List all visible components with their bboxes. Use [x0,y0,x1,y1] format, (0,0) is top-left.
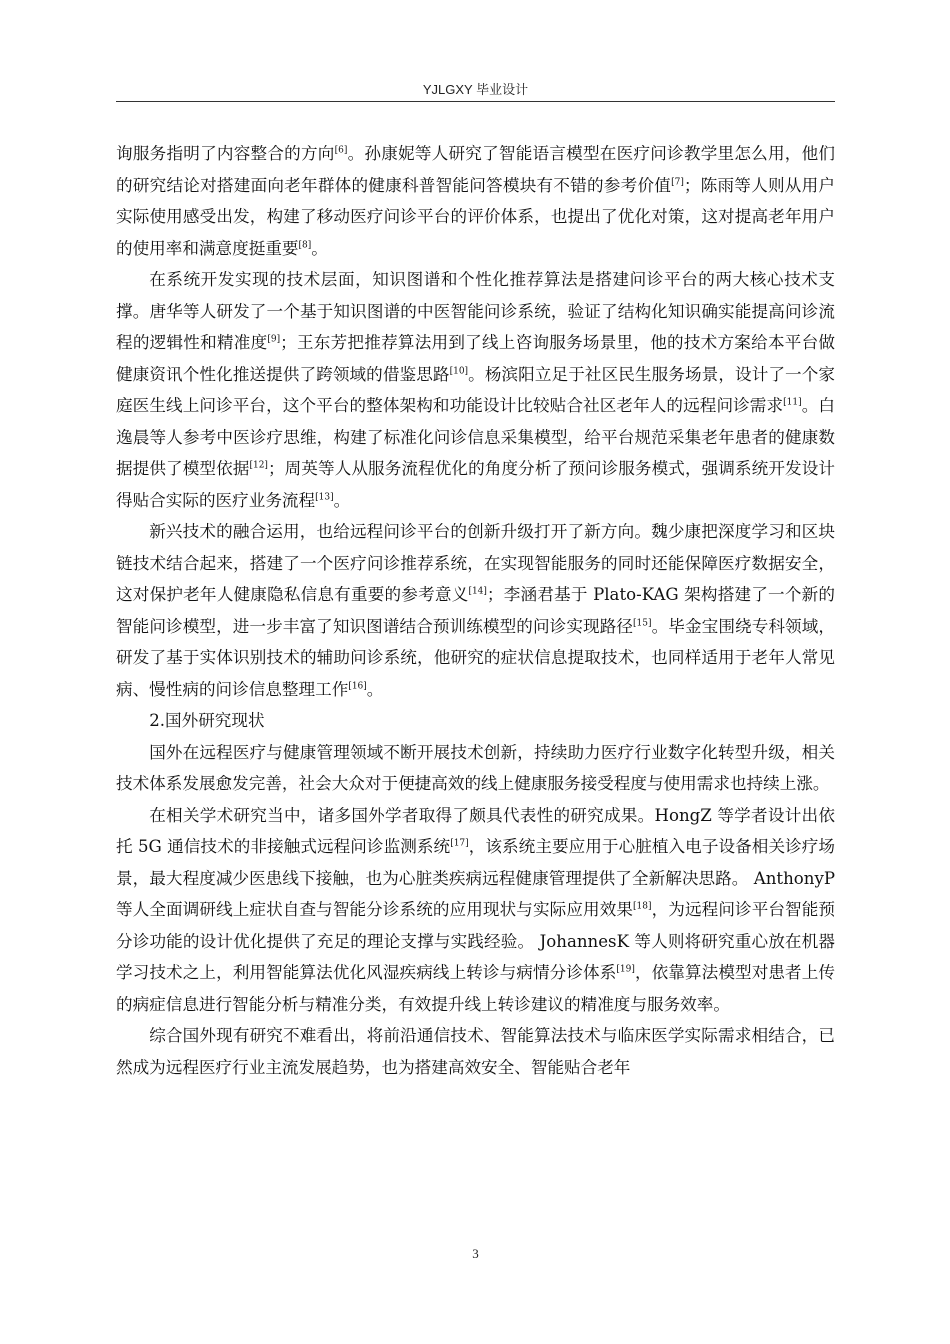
citation-marker: [16] [348,680,367,691]
citation-marker: [11] [783,397,802,408]
citation-marker: [13] [315,491,334,502]
citation-marker: [10] [449,365,469,376]
paragraph: 综合国外现有研究不难看出，将前沿通信技术、智能算法技术与临床医学实际需求相结合，已然成为远程医疗行业主流发展趋势，也为搭建高效安全、智能贴合老年 [116,1026,835,1077]
header-rule [116,101,835,102]
citation-marker: [9] [267,334,281,345]
paragraph: 新兴技术的融合运用，也给远程问诊平台的创新升级打开了新方向。魏少康把深度学习和区块链技术结合起来，搭建了一个医疗问诊推荐系统，在实现智能服务的同时还能保障医疗数据安全，这对保护老年人健康隐私信息有重要的参考意义[14]；李涵君基于 Plato-KAG 架构搭建了一个新的智能问诊模型，进一步丰富了知识图谱结合预训练模型的问诊实现路径[15]。毕金宝围绕专科领域，研发了基于实体识别技术的辅助问诊系统，他研究的症状信息提取技术，也同样适用于老年人常见病、慢性病的问诊信息整理工作[16]。 [116,522,835,699]
citation-marker: [6] [334,145,348,156]
citation-marker: [17] [450,838,469,849]
citation-marker: [19] [616,964,635,975]
paragraph: 国外在远程医疗与健康管理领域不断开展技术创新，持续助力医疗行业数字化转型升级，相关技术体系发展愈发完善，社会大众对于便捷高效的线上健康服务接受程度与使用需求也持续上涨。 [116,742,835,793]
citation-marker: [18] [633,901,652,912]
page-number: 3 [472,1246,479,1261]
paragraph: 在相关学术研究当中，诸多国外学者取得了颇具代表性的研究成果。HongZ 等学者设计出依托 5G 通信技术的非接触式远程问诊监测系统[17]，该系统主要应用于心脏植入电子设备相关诊疗场景，最大程度减少医患线下接触，也为心脏类疾病远程健康管理提供了全新解决思路。 AnthonyP 等人全面调研线上症状自查与智能分诊系统的应用现状与实际应用效果[18]，为远程问诊平台智能预分诊功能的设计优化提供了充足的理论支撑与实践经验。 JohannesK 等人则将研究重心放在机器学习技术之上，利用智能算法优化风湿疾病线上转诊与病情分诊体系[19]，依靠算法模型对患者上传的病症信息进行智能分析与精准分类，有效提升线上转诊建议的精准度与服务效率。 [116,805,836,1014]
citation-marker: [12] [249,460,268,471]
citation-marker: [14] [468,586,487,597]
section-heading: 2.国外研究现状 [149,711,265,730]
document-body [116,138,835,1083]
page-header: YJLGXY 毕业设计 [422,82,529,97]
citation-marker: [8] [298,239,312,250]
citation-marker: [15] [633,617,652,628]
citation-marker: [7] [671,176,684,187]
paragraph: 询服务指明了内容整合的方向[6]。孙康妮等人研究了智能语言模型在医疗问诊教学里怎么用，他们的研究结论对搭建面向老年群体的健康科普智能问答模块有不错的参考价值[7]；陈雨等人则从用户实际使用感受出发，构建了移动医疗问诊平台的评价体系，也提出了优化对策，这对提高老年用户的使用率和满意度挺重要[8]。 [116,144,836,258]
paragraph: 在系统开发实现的技术层面，知识图谱和个性化推荐算法是搭建问诊平台的两大核心技术支撑。唐华等人研发了一个基于知识图谱的中医智能问诊系统，验证了结构化知识确实能提高问诊流程的逻辑性和精准度[9]；王东芳把推荐算法用到了线上咨询服务场景里，他的技术方案给本平台做健康资讯个性化推送提供了跨领域的借鉴思路[10]。杨滨阳立足于社区民生服务场景，设计了一个家庭医生线上问诊平台，这个平台的整体架构和功能设计比较贴合社区老年人的远程问诊需求[11]。白逸晨等人参考中医诊疗思维，构建了标准化问诊信息采集模型，给平台规范采集老年患者的健康数据提供了模型依据[12]；周英等人从服务流程优化的角度分析了预问诊服务模式，强调系统开发设计得贴合实际的医疗业务流程[13]。 [116,270,836,510]
